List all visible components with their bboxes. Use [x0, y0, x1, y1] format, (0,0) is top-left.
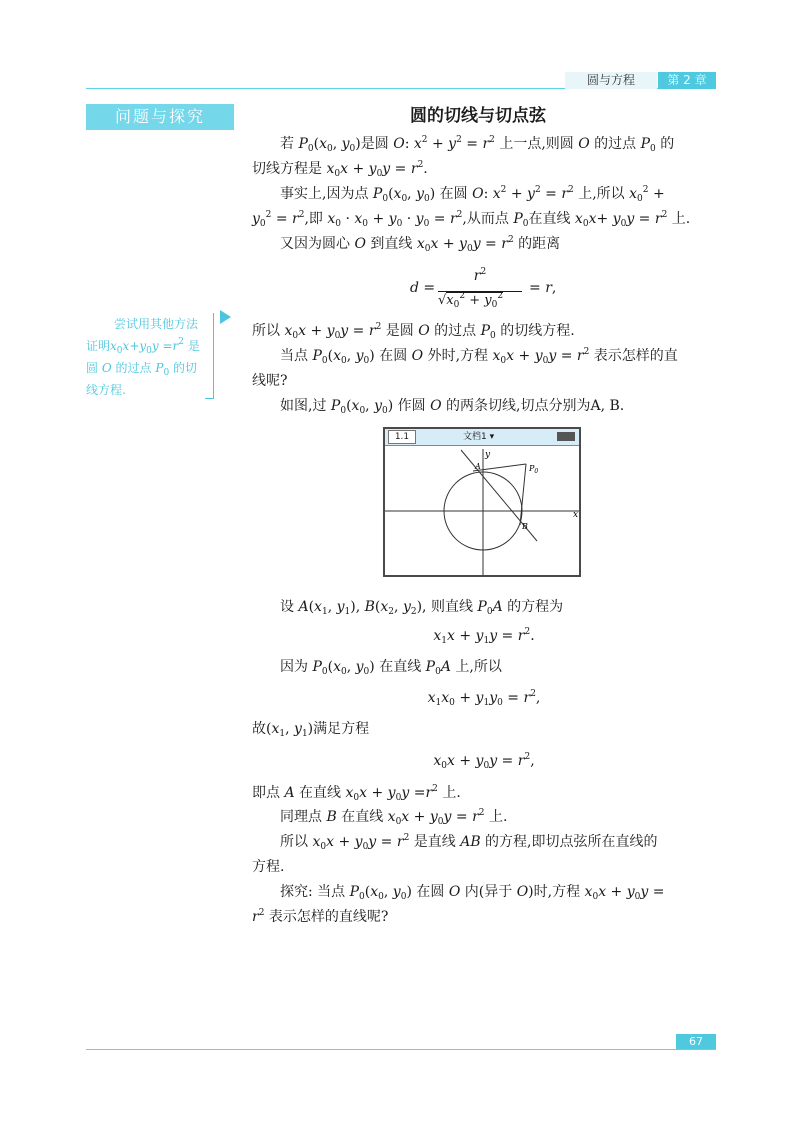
figure-plot [385, 445, 579, 575]
battery-icon [557, 432, 575, 441]
label-y: y [485, 450, 491, 460]
header-part: 第 2 章 [658, 72, 716, 89]
page-number: 67 [676, 1034, 716, 1049]
para-5-line-2: 线呢? [252, 373, 288, 389]
side-note [86, 313, 214, 401]
para-10: 即点 A 在直线 $x_0x + y_0y =r^2$ 上. [252, 784, 461, 803]
para-8: 因为 $P_0(x_0$, $y_0$) 在直线 $P_0A$ 上,所以 [280, 659, 502, 677]
side-note-bracket-foot [205, 398, 214, 399]
para-2-line-2: $y_0^2 = r^2$,即 $x_0 \cdot x_0 + y_0 \cdot y_0 = r^2$,从而点 $P_0$在直线 $x_0x+ y_0y = r^2$ 上. [252, 210, 691, 229]
label-b: B [522, 522, 528, 531]
para-13-line-2: $r^2$ 表示怎样的直线呢? [252, 908, 389, 925]
tangent-pb [520, 464, 526, 525]
header-chapter: 圆与方程 [565, 72, 657, 89]
figure-doc-title: 文档1 ▾ [463, 432, 495, 442]
para-7: 设 $A(x_1$, $y_1$), $B(x_2$, $y_2$), 则直线 $P_0A$ 的方程为 [280, 599, 564, 617]
footer-rule [86, 1049, 716, 1050]
tangent-figure [383, 427, 581, 577]
para-11: 同理点 B 在直线 $x_0x + y_0y = r^2$ 上. [280, 808, 508, 827]
para-9: 故($x_1$, $y_1$)满足方程 [252, 721, 370, 739]
para-13-line-1: 探究: 当点 $P_0(x_0$, $y_0$) 在圆 O 内(异于 O)时,方程 $x_0x + y_0y$ = [280, 884, 665, 902]
label-a: A [475, 462, 481, 471]
figure-titlebar [385, 429, 579, 446]
side-note-arrow-icon [220, 310, 231, 324]
label-p0: $P_0$ [529, 464, 539, 475]
para-12-line-2: 方程. [252, 859, 285, 875]
label-x: x [573, 510, 579, 520]
para-3: 又因为圆心 O 到直线 $x_0x + y_0y = r^2$ 的距离 [280, 235, 561, 254]
para-1-line-1: 若 $P_0(x_0$, $y_0$)是圆 O: $x^2 + y^2 = r^2$ 上一点,则圆 O 的过点 $P_0$ 的 [280, 135, 675, 154]
para-4: 所以 $x_0x + y_0y = r^2$ 是圆 O 的过点 $P_0$ 的切线方程. [252, 322, 575, 341]
side-note-line-2: 证明$x_0x+y_0y =r^2$ 是 [86, 337, 200, 356]
para-2-line-1: 事实上,因为点 $P_0(x_0$, $y_0$) 在圆 O: $x^2 + y^2 = r^2$ 上,所以 $x_0^2$ + [280, 185, 665, 204]
section-banner: 问题与探究 [86, 104, 234, 130]
figure-tab: 1.1 [388, 430, 416, 444]
side-note-line-4: 线方程. [86, 383, 126, 397]
equation-2: $x_1x_0 + y_1y_0 = r^2$, [427, 689, 541, 708]
side-note-line-3: 圆 O 的过点 $P_0$ 的切 [86, 361, 198, 378]
distance-formula: d = $r^2$ $√x_0^2 + y_0^2$ = r, [410, 267, 557, 310]
para-5-line-1: 当点 $P_0(x_0$, $y_0$) 在圆 O 外时,方程 $x_0x + y_0y = r^2$ 表示怎样的直 [280, 347, 678, 366]
side-note-bracket [213, 313, 214, 399]
para-12-line-1: 所以 $x_0x + y_0y = r^2$ 是直线 AB 的方程,即切点弦所在直线的 [280, 833, 658, 852]
page-title: 圆的切线与切点弦 [410, 106, 546, 126]
para-1-line-2: 切线方程是 $x_0x + y_0y = r^2$. [252, 160, 428, 179]
equation-1: $x_1x + y_1y = r^2$. [433, 627, 535, 646]
equation-3: $x_0x + y_0y = r^2$, [433, 752, 535, 771]
side-note-line-1: 尝试用其他方法 [114, 317, 199, 331]
tangent-pa [473, 464, 526, 471]
para-6: 如图,过 $P_0(x_0$, $y_0$) 作圆 O 的两条切线,切点分别为A, B. [280, 398, 625, 416]
